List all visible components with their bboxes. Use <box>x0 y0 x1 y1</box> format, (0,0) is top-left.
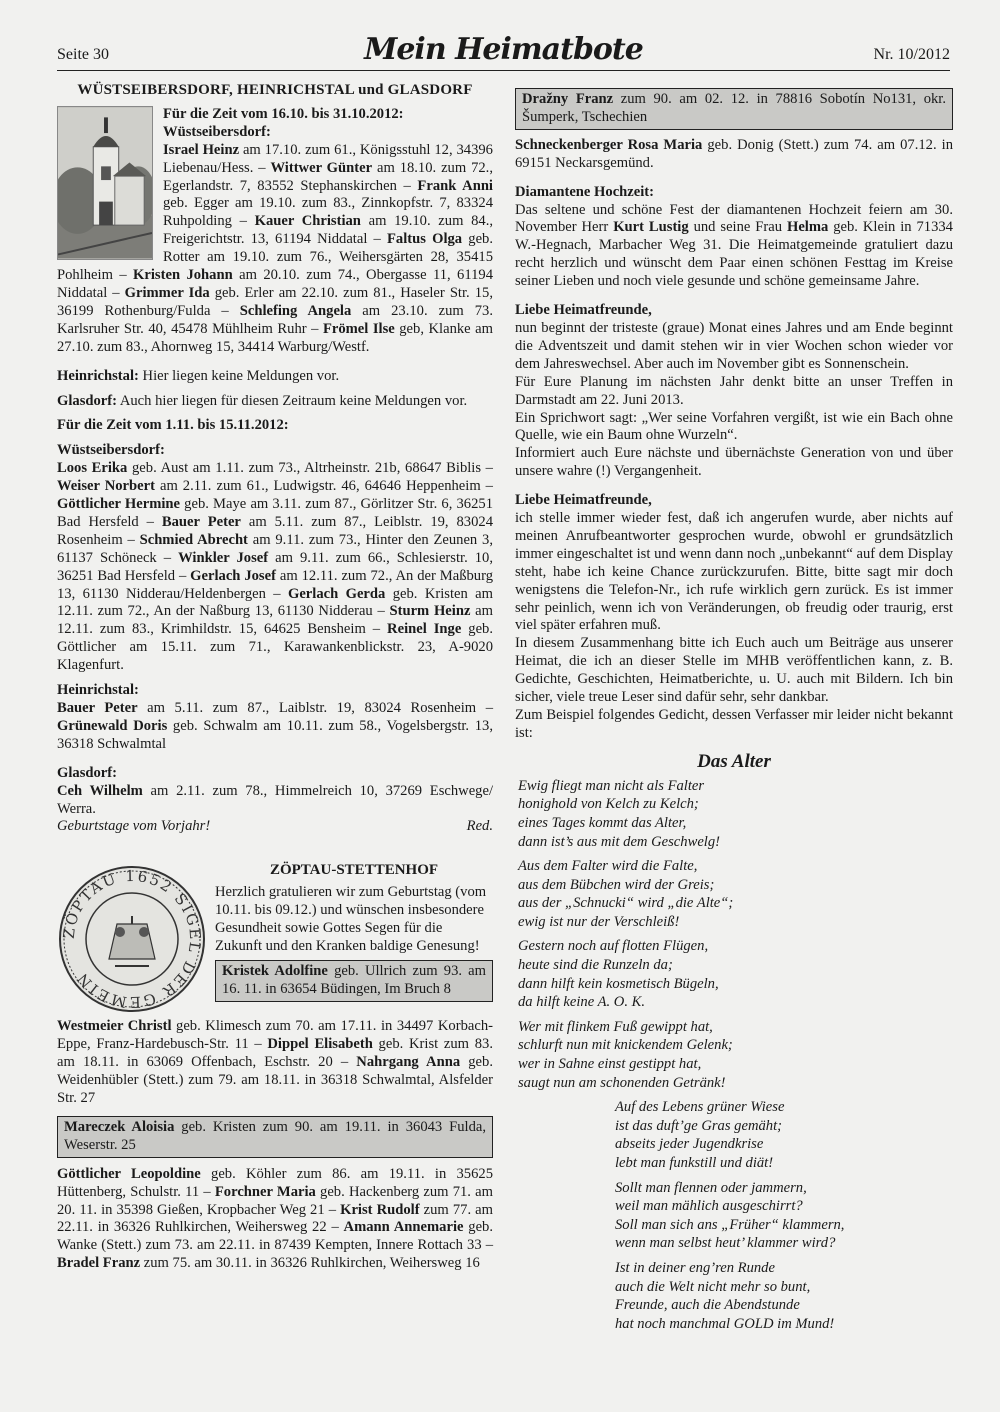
byline-red: Red. <box>466 818 493 835</box>
page-header <box>57 32 950 72</box>
zoeptau-intro: Herzlich gratulieren wir zum Geburtstag (vom 10.11. bis 09.12.) und wünschen insbesondere Gesundheit sowie Gottes Segen für die Zukunft und den Kranken baldige Genesung! <box>215 884 487 954</box>
poem-line: aus dem Bübchen wird der Greis; <box>518 876 715 893</box>
birthday-schneckenberger: Schneckenberger Rosa Maria geb. Donig (Stett.) zum 74. am 07.12. in 69151 Neckarsgemünd. <box>515 136 953 171</box>
poem-line: lebt man funkstill und diät! <box>615 1155 774 1171</box>
poem-line: heute sind die Runzeln da; <box>518 957 673 974</box>
section-title-zoeptau: ZÖPTAU-STETTENHOF <box>269 862 439 879</box>
poem-stanza <box>615 1259 953 1333</box>
poem-line: weil man mählich ausgeschirrt? <box>615 1198 803 1215</box>
place-label-glasdorf: Glasdorf: <box>57 764 117 781</box>
poem-line: honighold von Kelch zu Kelch; <box>518 796 699 813</box>
byline <box>57 818 493 836</box>
poem-line: aus der „Schnucki“ wird „die Alte“; <box>518 895 734 912</box>
highlight-box-drazny: Dražny Franz zum 90. am 02. 12. in 78816 Sobotín No131, okr. Šumperk, Tschechien <box>515 88 953 130</box>
right-column <box>515 82 953 1339</box>
glasdorf-note: Glasdorf: Auch hier liegen für diesen Zeitraum keine Meldungen vor. <box>57 392 468 409</box>
poem-stanza <box>518 857 953 931</box>
birthday-list-heinrichstal: Bauer Peter am 5.11. zum 87., Laiblstr. 19, 83024 Rosenheim – Grünewald Doris geb. Schwalm am 10.11. zum 58., Vogelsbergstr. 13, 36318 Schwalmtal <box>57 700 494 752</box>
letter2-salutation: Liebe Heimatfreunde, <box>515 492 652 509</box>
poem-line: auch die Welt nicht mehr so bunt, <box>615 1278 811 1295</box>
poem-line: da hilft keine A. O. K. <box>518 994 646 1011</box>
letter1-salutation: Liebe Heimatfreunde, <box>515 302 652 319</box>
letter1-paragraph-1: nun beginnt der tristeste (graue) Monat eines Jahres und am Ende beginnt die Adventszeit und damit stehen wir in vier Wochen schon wieder vor dem Jahreswechsel. Aber auch im November gibt es Sonnenschein. <box>515 319 953 372</box>
period-heading-2: Für die Zeit vom 1.11. bis 15.11.2012: <box>57 417 289 434</box>
birthday-list-zoeptau-2: Göttlicher Leopoldine geb. Köhler zum 86. am 19.11. in 35625 Hüttenberg, Schulstr. 11 – Forchner Maria geb. Hackenberg zum 71. am 20. 11. in 35398 Gießen, Kropbacher Weg 21 – Krist Rudolf zum 77. am 22.11. in 36326 Ruhlkirchen, Weihersweg 22 – Amann Annemarie geb. Wanke (Stett.) zum 73. am 22.11. in 87439 Kempten, Innere Rottach 33 – Bradel Franz zum 75. am 30.11. in 36326 Ruhlkirchen, Weihersweg 16 <box>57 1165 494 1272</box>
poem-line: ewig ist nur der Verschleiß! <box>518 913 680 930</box>
letter2-paragraph-2: In diesem Zusammenhang bitte ich Euch auch um Beiträge aus unserer Heimat, die ich an dieser Stelle im MHB veröffentlichen kann, z. B. Gedichte, Geschichten, Heimatberichte, u. U. auch mit Bildern. Ich bin sicher, viele treue Leser sind dafür sehr, sehr dankbar. <box>515 635 953 706</box>
birthday-list-wuestseibersdorf-1: Israel Heinz am 17.10. zum 61., Königsstuhl 12, 34396 Liebenau/Hess. – Wittwer Günter am 18.10. zum 72., Egerlandstr. 7, 83552 Stephanskirchen – Frank Anni geb. Egger am 19.10. zum 83., Zinnkopfstr. 7, 83324 Ruhpolding – Kauer Christian am 19.10. zum 84., Freigerichtstr. 13, 61194 Niddatal – Faltus Olga geb. Rotter am 19.10. zum 76., Weihersgärten 28, 35415 Pohlheim – Kristen Johann am 20.10. zum 74., Obergasse 11, 61194 Niddatal – Grimmer Ida geb. Erler am 22.10. zum 81., Haseler Str. 15, 36199 Rothenburg/Fulda – Schlefing Angela am 23.10. zum 73. Karlsruher Str. 40, 45478 Mühlheim Ruhr – Frömel Ilse geb, Klanke am 27.10. zum 83., Ahornweg 15, 34414 Warburg/Westf. <box>57 141 493 355</box>
church-photo <box>57 106 153 260</box>
poem-line: abseits jeder Jugendkrise <box>615 1136 764 1153</box>
svg-text:ZÖPTAU 1652 SIGEL DER GEMEIN: ZÖPTAU 1652 SIGEL DER GEMEIN <box>59 867 205 1012</box>
poem-stanza <box>518 1018 953 1092</box>
diamond-wedding-title: Diamantene Hochzeit: <box>515 183 655 200</box>
letter1-paragraph-4: Informiert auch Eure nächste und übernächste Generation von und über unsere wahre (!) Vergangenheit. <box>515 445 953 480</box>
poem-stanza <box>615 1179 953 1253</box>
poem-line: dann ist’s aus mit dem Geschwelg! <box>518 833 721 850</box>
poem-line: eines Tages kommt das Alter, <box>518 814 687 831</box>
poem-line: Aus dem Falter wird die Falte, <box>518 858 698 875</box>
place-label-wuestseibersdorf-2: Wüstseibersdorf: <box>57 442 165 459</box>
header-rule <box>57 70 950 71</box>
letter1-paragraph-3: Ein Sprichwort sagt: „Wer seine Vorfahren vergißt, ist wie ein Bach ohne Quelle, wie ein Baum ohne Wurzeln“. <box>515 409 953 444</box>
poem-line: ist das duft’ge Gras gemäht; <box>615 1117 783 1134</box>
issue-number: Nr. 10/2012 <box>873 46 950 63</box>
poem-stanza <box>615 1098 953 1172</box>
birthday-list-zoeptau-1: Westmeier Christl geb. Klimesch zum 70. am 17.11. in 34497 Korbach-Eppe, Franz-Hardebusch-Str. 11 – Dippel Elisabeth geb. Krist zum 83. am 18.11. in 63069 Offenbach, Eschstr. 20 – Nahrgang Anna geb. Weidenhübler (Stett.) zum 79. am 18.11. in 36318 Schwalmtal, Alsfelder Str. 27 <box>57 1018 493 1106</box>
poem-line: Gestern noch auf flotten Flügen, <box>518 938 709 955</box>
highlight-box-mareczek: Mareczek Aloisia geb. Kristen zum 90. am 19.11. in 36043 Fulda, Weserstr. 25 <box>57 1116 493 1158</box>
poem-line: hat noch manchmal GOLD im Mund! <box>615 1315 835 1332</box>
highlight-box-kristek: Kristek Adolfine geb. Ullrich zum 93. am 16. 11. in 63654 Büdingen, Im Bruch 8 <box>215 960 493 1002</box>
diamond-wedding-text: Das seltene und schöne Fest der diamantenen Hochzeit feiern am 30. November Herr Kurt Lustig und seine Frau Helma geb. Klein in 71334 W.-Hegnach, Marbacher Weg 31. Die Heimatgemeinde gratuliert dazu recht herzlich und wünscht dem Paar einen schönen Festtag im Kreise seiner Lieben und noch viele gesunde und schöne gemeinsame Jahre. <box>515 201 953 290</box>
poem-stanza <box>518 937 953 1011</box>
poem-line: schlurft nun mit knickendem Gelenk; <box>518 1037 733 1054</box>
left-column <box>57 82 493 1273</box>
poem-line: wenn man selbst heut’ klammer wird? <box>615 1235 836 1252</box>
place-label-wuestseibersdorf-1: Wüstseibersdorf: <box>163 123 271 140</box>
poem-line: saugt nun am schonenden Getränk! <box>518 1074 726 1091</box>
church-illustration <box>58 107 152 259</box>
poem-line: Ewig fliegt man nicht als Falter <box>518 777 705 794</box>
poem-line: Freunde, auch die Abendstunde <box>615 1297 800 1314</box>
section-title-wuestseibersdorf: WÜSTSEIBERSDORF, HEINRICHSTAL und GLASDORF <box>77 82 473 98</box>
period-heading-1: Für die Zeit vom 16.10. bis 31.10.2012: <box>163 105 404 122</box>
poem-line: Ist in deiner eng’ren Runde <box>615 1259 775 1276</box>
poem-line: Sollt man flennen oder jammern, <box>615 1179 807 1196</box>
poem-title: Das Alter <box>697 750 771 772</box>
seal-emblem-icon <box>57 864 207 1014</box>
birthday-list-wuestseibersdorf-2: Loos Erika geb. Aust am 1.11. zum 73., Altrheinstr. 21b, 68647 Biblis – Weiser Norbert am 2.11. zum 61., Ludwigstr. 46, 64646 Heppenheim – Göttlicher Hermine geb. Maye am 3.11. zum 87., Görlitzer Str. 6, 36251 Bad Hersfeld – Bauer Peter am 5.11. zum 87., Leiblstr. 19, 83024 Rosenheim – Schmied Abrecht am 9.11. zum 73., Hinter den Zeunen 3, 61137 Schöneck – Winkler Josef am 9.11. zum 66., Schlesierstr. 10, 36251 Bad Hersfeld – Gerlach Josef am 12.11. zum 72., An der Maßburg 13, 61130 Nidderau/Heldenbergen – Gerlach Gerda geb. Kristen am 12.11. zum 72., An der Naßburg 13, 61130 Nidderau – Sturm Heinz am 12.11. zum 83., Krimhildstr. 15, 64625 Bensheim – Reinel Inge geb. Göttlicher am 15.11. zum 71., Karawankenblickstr. 23, A-9020 Klagenfurt. <box>57 460 493 674</box>
poem-line: Auf des Lebens grüner Wiese <box>615 1099 785 1116</box>
page-number: Seite 30 <box>57 46 109 63</box>
poem-line: wer in Sahne einst gestippt hat, <box>518 1056 702 1073</box>
heinrichstal-note: Heinrichstal: Hier liegen keine Meldungen vor. <box>57 367 340 384</box>
byline-note: Geburtstage vom Vorjahr! <box>57 818 211 835</box>
municipal-seal <box>57 864 207 1014</box>
letter2-paragraph-3: Zum Beispiel folgendes Gedicht, dessen Verfasser mir leider nicht bekannt ist: <box>515 707 953 741</box>
masthead-logo: Mein Heimatbote <box>364 32 643 67</box>
place-label-heinrichstal: Heinrichstal: <box>57 682 139 699</box>
poem-stanza <box>518 777 953 851</box>
letter2-paragraph-1: ich stelle immer wieder fest, daß ich angerufen wurde, aber nichts auf meinen Anrufbeantworter gesprochen wurde, obwohl er grundsätzlich immer eingeschaltet ist und wenn dann noch „unbekannt“ auf dem Display steht, habe ich keine Chance zurückzurufen. Bitte, bitte sagt mir doch wenigstens die Telefon-Nr., ich rufe wirklich gern zurück. Es ist immer sehr peinlich, wenn ich von Veränderungen, ob freudig oder traurig, erst viel später erfahren muß. <box>515 510 953 634</box>
poem-line: Soll man sich ans „Früher“ klammern, <box>615 1216 845 1233</box>
letter1-paragraph-2: Für Eure Planung im nächsten Jahr denkt bitte an unser Treffen in Darmstadt am 22. Juni 2013. <box>515 373 953 408</box>
poem-line: dann hilft kein kosmetisch Bügeln, <box>518 975 719 992</box>
poem-line: Wer mit flinkem Fuß gewippt hat, <box>518 1018 713 1035</box>
birthday-list-glasdorf: Ceh Wilhelm am 2.11. zum 78., Himmelreich 10, 37269 Eschwege/ Werra. <box>57 782 493 817</box>
